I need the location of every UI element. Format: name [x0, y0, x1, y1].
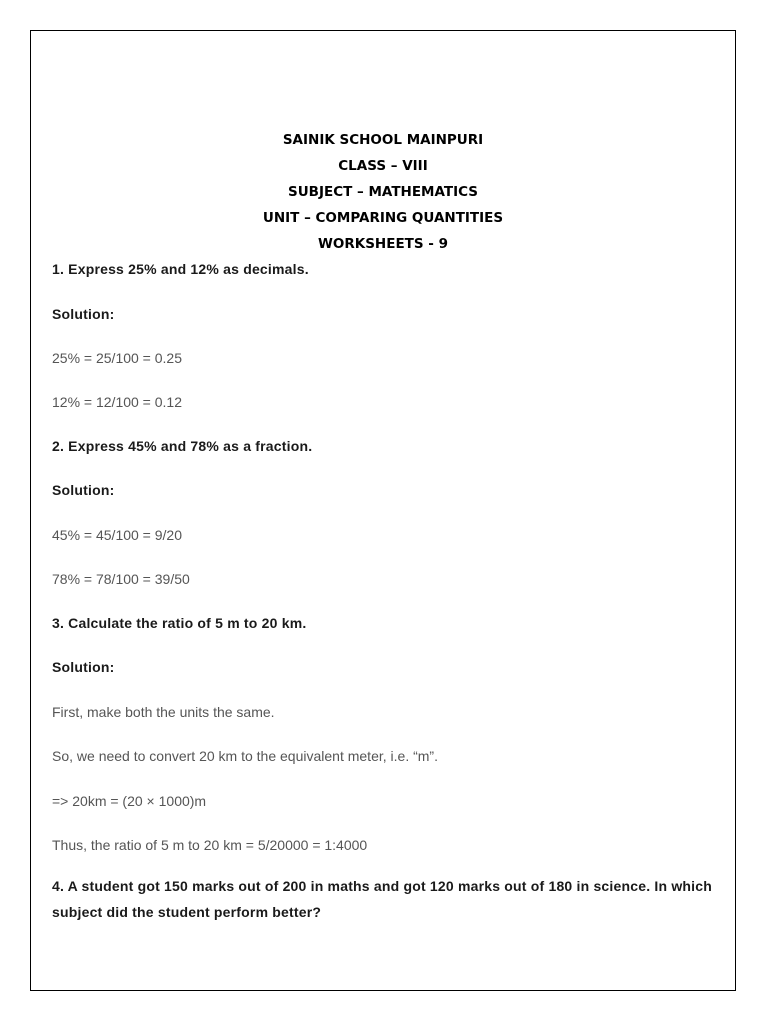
answer-1-line-2: 12% = 12/100 = 0.12	[52, 394, 182, 410]
worksheet-label: WORKSHEETS - 9	[317, 236, 449, 252]
answer-2-line-1: 45% = 45/100 = 9/20	[52, 527, 182, 543]
answer-3-line-4: Thus, the ratio of 5 m to 20 km = 5/20000 = 1:4000	[52, 837, 368, 853]
document-header	[31, 127, 735, 257]
unit-label: UNIT – COMPARING QUANTITIES	[262, 210, 504, 226]
subject-label: SUBJECT – MATHEMATICS	[288, 184, 478, 200]
question-3: 3. Calculate the ratio of 5 m to 20 km.	[52, 615, 307, 631]
question-1: 1. Express 25% and 12% as decimals.	[52, 261, 309, 277]
solution-label-1: Solution:	[52, 306, 115, 322]
answer-2-line-2: 78% = 78/100 = 39/50	[52, 571, 190, 587]
question-4: 4. A student got 150 marks out of 200 in maths and got 120 marks out of 180 in science. In which subject did the student perform better?	[52, 878, 712, 920]
solution-label-3: Solution:	[52, 659, 115, 675]
question-2: 2. Express 45% and 78% as a fraction.	[52, 438, 313, 454]
answer-1-line-1: 25% = 25/100 = 0.25	[52, 350, 182, 366]
solution-label-2: Solution:	[52, 482, 115, 498]
class-label: CLASS – VIII	[338, 158, 428, 174]
answer-3-line-1: First, make both the units the same.	[52, 704, 275, 720]
answer-3-line-3: => 20km = (20 × 1000)m	[52, 793, 207, 809]
answer-3-line-2: So, we need to convert 20 km to the equivalent meter, i.e. “m”.	[52, 748, 438, 764]
worksheet-page	[30, 30, 736, 991]
school-name: SAINIK SCHOOL MAINPURI	[282, 132, 484, 148]
